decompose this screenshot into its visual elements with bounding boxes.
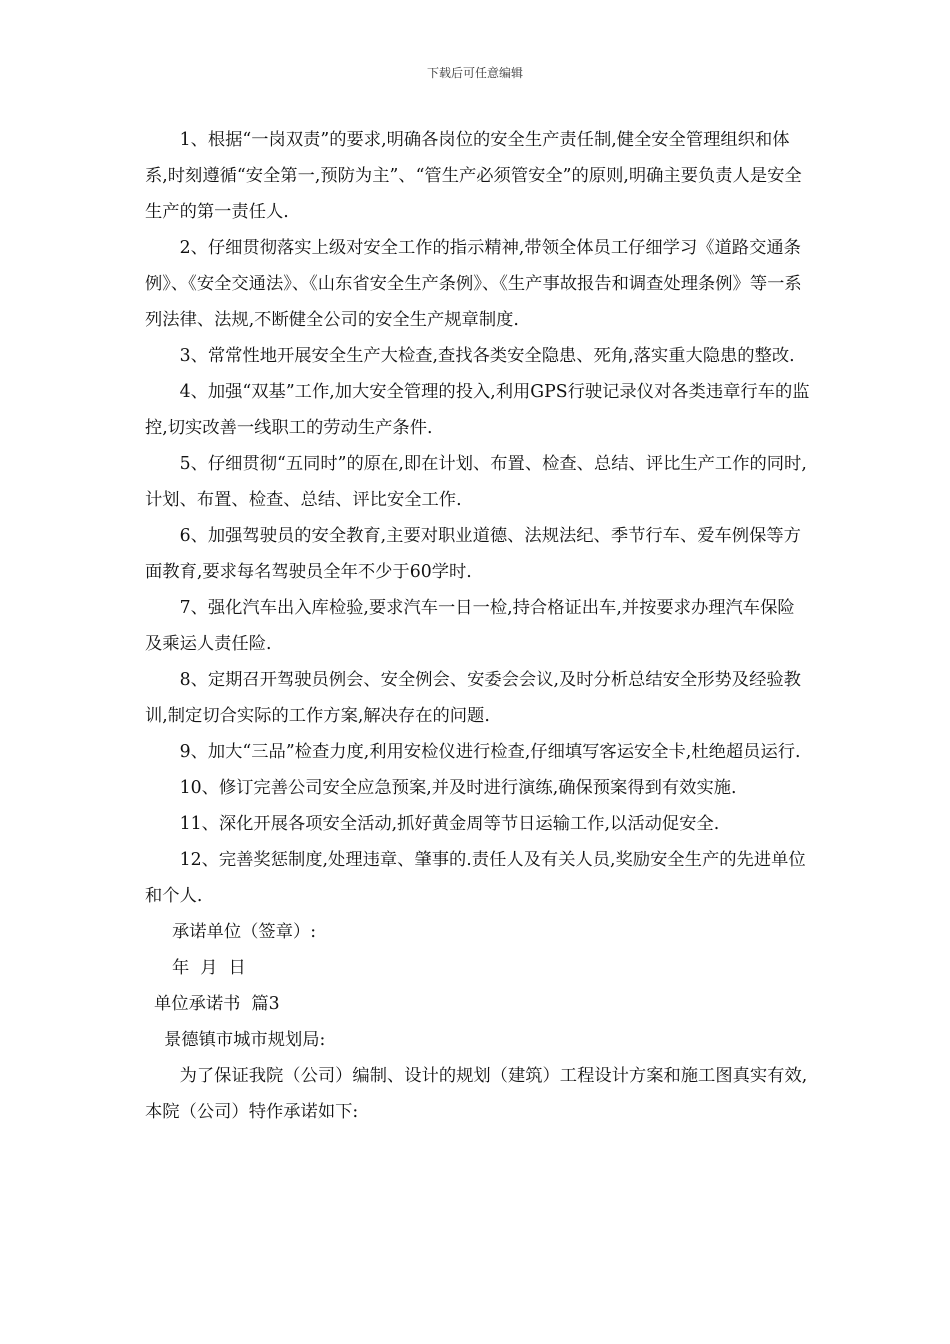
commitment-item-8: 8、定期召开驾驶员例会、安全例会、安委会会议,及时分析总结安全形势及经验教训,制定切合实际的工作方案,解决存在的问题. (145, 670, 801, 726)
commitment-item-1: 1、根据“一岗双责”的要求,明确各岗位的安全生产责任制,健全安全管理组织和体系,时刻遵循“安全第一,预防为主”、“管生产必须管安全”的原则,明确主要负责人是安全生产的第一责任人. (145, 130, 802, 222)
section-body: 为了保证我院（公司）编制、设计的规划（建筑）工程设计方案和施工图真实有效,本院（公司）特作承诺如下: (145, 1066, 808, 1122)
commitment-item-2: 2、仔细贯彻落实上级对安全工作的指示精神,带领全体员工仔细学习《道路交通条例》、《安全交通法》、《山东省安全生产条例》、《生产事故报告和调查处理条例》等一系列法律、法规,不断健全公司的安全生产规章制度. (145, 238, 802, 330)
page-header: 下载后可任意编辑 (426, 66, 523, 80)
document-body (145, 122, 810, 1130)
commitment-item-5: 5、仔细贯彻“五同时”的原在,即在计划、布置、检查、总结、评比生产工作的同时,计划、布置、检查、总结、评比安全工作. (145, 454, 807, 510)
commitment-item-12: 12、完善奖惩制度,处理违章、肇事的.责任人及有关人员,奖励安全生产的先进单位和个人. (145, 850, 806, 906)
commitment-item-3: 3、常常性地开展安全生产大检查,查找各类安全隐患、死角,落实重大隐患的整改. (179, 346, 795, 366)
commitment-item-7: 7、强化汽车出入库检验,要求汽车一日一检,持合格证出车,并按要求办理汽车保险及乘运人责任险. (145, 598, 795, 654)
commitment-item-6: 6、加强驾驶员的安全教育,主要对职业道德、法规法纪、季节行车、爱车例保等方面教育,要求每名驾驶员全年不少于60学时. (145, 526, 801, 582)
signature-unit: 承诺单位（签章）: (172, 922, 317, 942)
commitment-item-9: 9、加大“三品”检查力度,利用安检仪进行检查,仔细填写客运安全卡,杜绝超员运行. (179, 742, 801, 762)
addressee: 景德镇市城市规划局: (164, 1030, 326, 1050)
commitment-item-11: 11、深化开展各项安全活动,抓好黄金周等节日运输工作,以活动促安全. (179, 814, 720, 834)
signature-date: 年 月 日 (172, 958, 246, 978)
commitment-item-4: 4、加强“双基”工作,加大安全管理的投入,利用GPS行驶记录仪对各类违章行车的监控,切实改善一线职工的劳动生产条件. (145, 382, 810, 438)
section-title: 单位承诺书 篇3 (154, 994, 280, 1014)
commitment-item-10: 10、修订完善公司安全应急预案,并及时进行演练,确保预案得到有效实施. (179, 778, 737, 798)
